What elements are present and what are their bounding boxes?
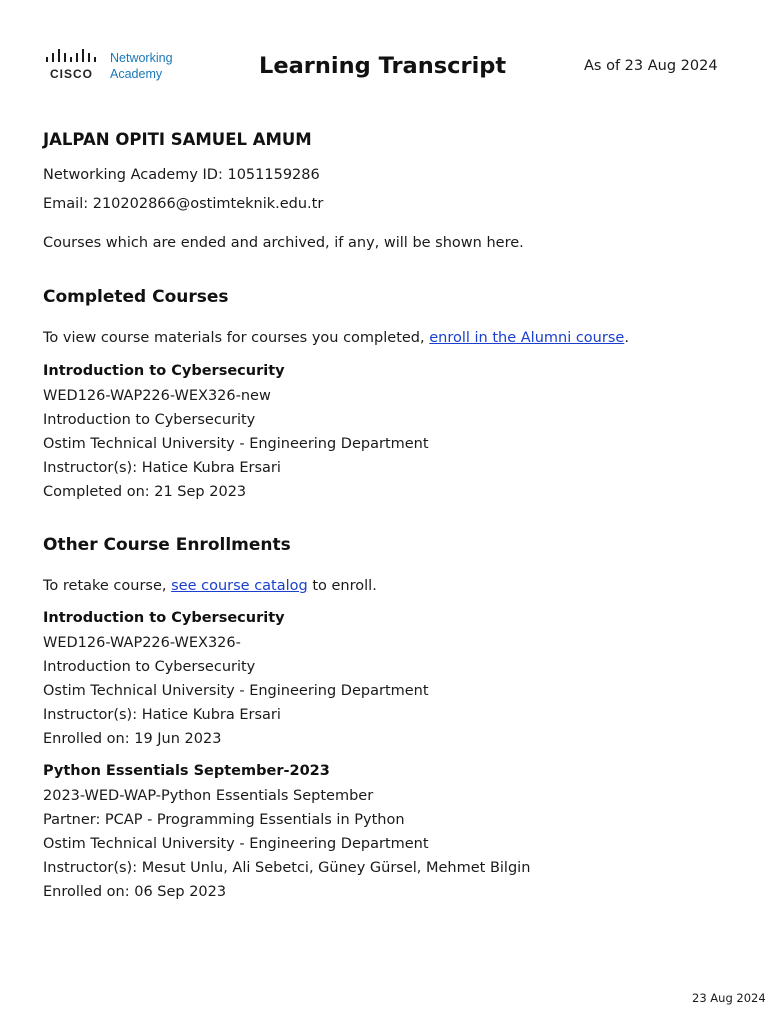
course-title: Introduction to Cybersecurity <box>43 363 285 379</box>
other-intro <box>43 577 377 595</box>
course-instructors: Instructor(s): Hatice Kubra Ersari <box>43 707 281 723</box>
completed-intro <box>43 329 629 347</box>
academy-id: Networking Academy ID: 1051159286 <box>43 167 320 183</box>
logo-line-1: Networking <box>110 51 173 65</box>
course-name: Introduction to Cybersecurity <box>43 412 256 428</box>
course-catalog-link[interactable]: see course catalog <box>171 578 308 594</box>
student-email: Email: 210202866@ostimteknik.edu.tr <box>43 196 324 212</box>
archived-note: Courses which are ended and archived, if any, will be shown here. <box>43 235 524 251</box>
other-enrollments-heading: Other Course Enrollments <box>43 535 291 555</box>
document-title: Learning Transcript <box>259 53 507 79</box>
logo-academy-text <box>110 50 173 82</box>
course-date: Enrolled on: 06 Sep 2023 <box>43 884 227 900</box>
other-intro-suffix: to enroll. <box>307 578 377 594</box>
course-date: Enrolled on: 19 Jun 2023 <box>43 731 222 747</box>
completed-courses-heading: Completed Courses <box>43 287 229 307</box>
course-instructors: Instructor(s): Mesut Unlu, Ali Sebetci, Güney Gürsel, Mehmet Bilgin <box>43 860 531 876</box>
course-institution: Ostim Technical University - Engineering Department <box>43 683 429 699</box>
course-code: WED126-WAP226-WEX326- <box>43 635 241 651</box>
student-name: JALPAN OPITI SAMUEL AMUM <box>43 130 312 149</box>
course-partner: Partner: PCAP - Programming Essentials in Python <box>43 812 405 828</box>
course-instructors: Instructor(s): Hatice Kubra Ersari <box>43 460 281 476</box>
alumni-course-link[interactable]: enroll in the Alumni course <box>429 330 625 346</box>
logo-line-2: Academy <box>110 67 163 81</box>
course-code: WED126-WAP226-WEX326-new <box>43 388 271 404</box>
logo-brand: CISCO <box>50 67 94 81</box>
other-intro-prefix: To retake course, <box>43 578 172 594</box>
completed-intro-suffix: . <box>624 330 629 346</box>
course-title: Introduction to Cybersecurity <box>43 610 285 626</box>
as-of-date: As of 23 Aug 2024 <box>584 58 718 74</box>
course-institution: Ostim Technical University - Engineering Department <box>43 836 429 852</box>
course-code: 2023-WED-WAP-Python Essentials September <box>43 788 374 804</box>
course-institution: Ostim Technical University - Engineering Department <box>43 436 429 452</box>
cisco-bars-icon <box>44 48 104 66</box>
cisco-networking-academy-logo <box>44 48 184 84</box>
completed-intro-prefix: To view course materials for courses you completed, <box>43 330 430 346</box>
course-date: Completed on: 21 Sep 2023 <box>43 484 247 500</box>
footer-date: 23 Aug 2024 <box>692 991 766 1005</box>
course-title: Python Essentials September-2023 <box>43 763 330 779</box>
course-name: Introduction to Cybersecurity <box>43 659 256 675</box>
